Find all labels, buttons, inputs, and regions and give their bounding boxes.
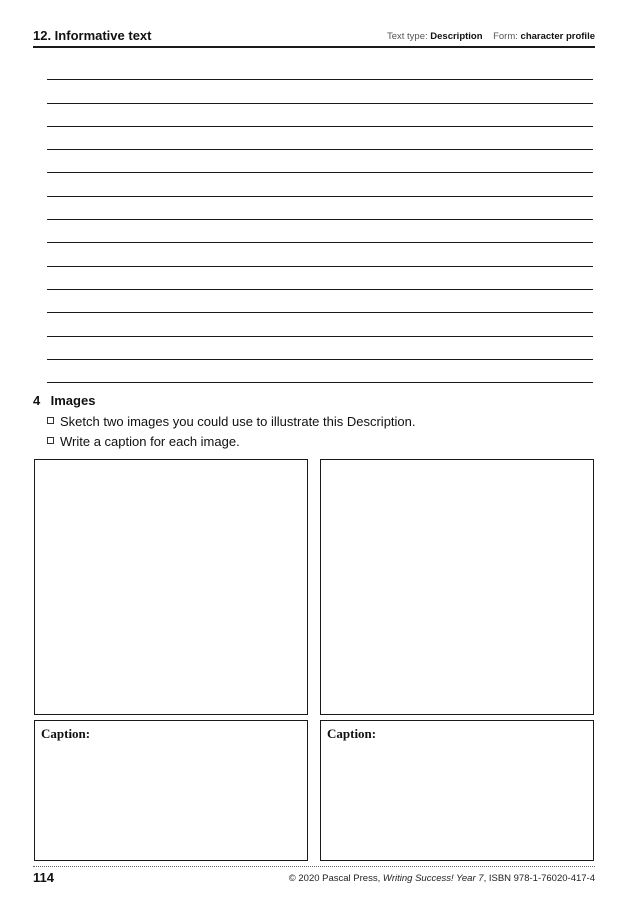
text-type-info [387, 31, 595, 42]
copyright-prefix: © 2020 Pascal Press, [288, 873, 381, 884]
section-title: Images [50, 393, 96, 408]
bullet-square-icon [47, 437, 54, 444]
writing-line[interactable] [47, 80, 593, 103]
writing-line[interactable] [47, 57, 593, 80]
page-title: 12. Informative text [33, 28, 152, 43]
caption-box-left[interactable] [34, 720, 308, 861]
section-heading [33, 393, 95, 408]
instruction-list [47, 413, 416, 453]
writing-line[interactable] [47, 243, 593, 266]
sketch-box-right[interactable] [320, 459, 594, 715]
writing-line[interactable] [47, 104, 593, 127]
writing-line[interactable] [47, 150, 593, 173]
sketch-box-left[interactable] [34, 459, 308, 715]
writing-line[interactable] [47, 197, 593, 220]
bullet-square-icon [47, 417, 54, 424]
writing-line[interactable] [47, 290, 593, 313]
isbn: , ISBN 978-1-76020-417-4 [483, 873, 595, 884]
section-number: 4 [33, 393, 41, 408]
instruction-text: Sketch two images you could use to illustrate this Description. [60, 414, 416, 429]
caption-label: Caption: [41, 726, 91, 741]
writing-line[interactable] [47, 313, 593, 336]
writing-line[interactable] [47, 267, 593, 290]
writing-line[interactable] [47, 337, 593, 360]
form-value: character profile [520, 31, 595, 42]
writing-line[interactable] [47, 173, 593, 196]
text-type-value: Description [430, 31, 483, 42]
writing-line[interactable] [47, 220, 593, 243]
instruction-item [47, 433, 416, 453]
book-title: Writing Success! Year 7 [382, 873, 484, 884]
page-header [33, 28, 595, 48]
writing-lines[interactable] [47, 57, 593, 383]
writing-line[interactable] [47, 360, 593, 383]
caption-box-right[interactable] [320, 720, 594, 861]
form-label: Form: [493, 31, 518, 42]
page-number: 114 [33, 870, 54, 885]
instruction-item [47, 413, 416, 433]
caption-label: Caption: [327, 726, 377, 741]
footer-divider [33, 866, 595, 867]
instruction-text: Write a caption for each image. [60, 434, 240, 449]
text-type-label: Text type: [386, 31, 428, 42]
writing-line[interactable] [47, 127, 593, 150]
copyright-notice [289, 873, 595, 884]
